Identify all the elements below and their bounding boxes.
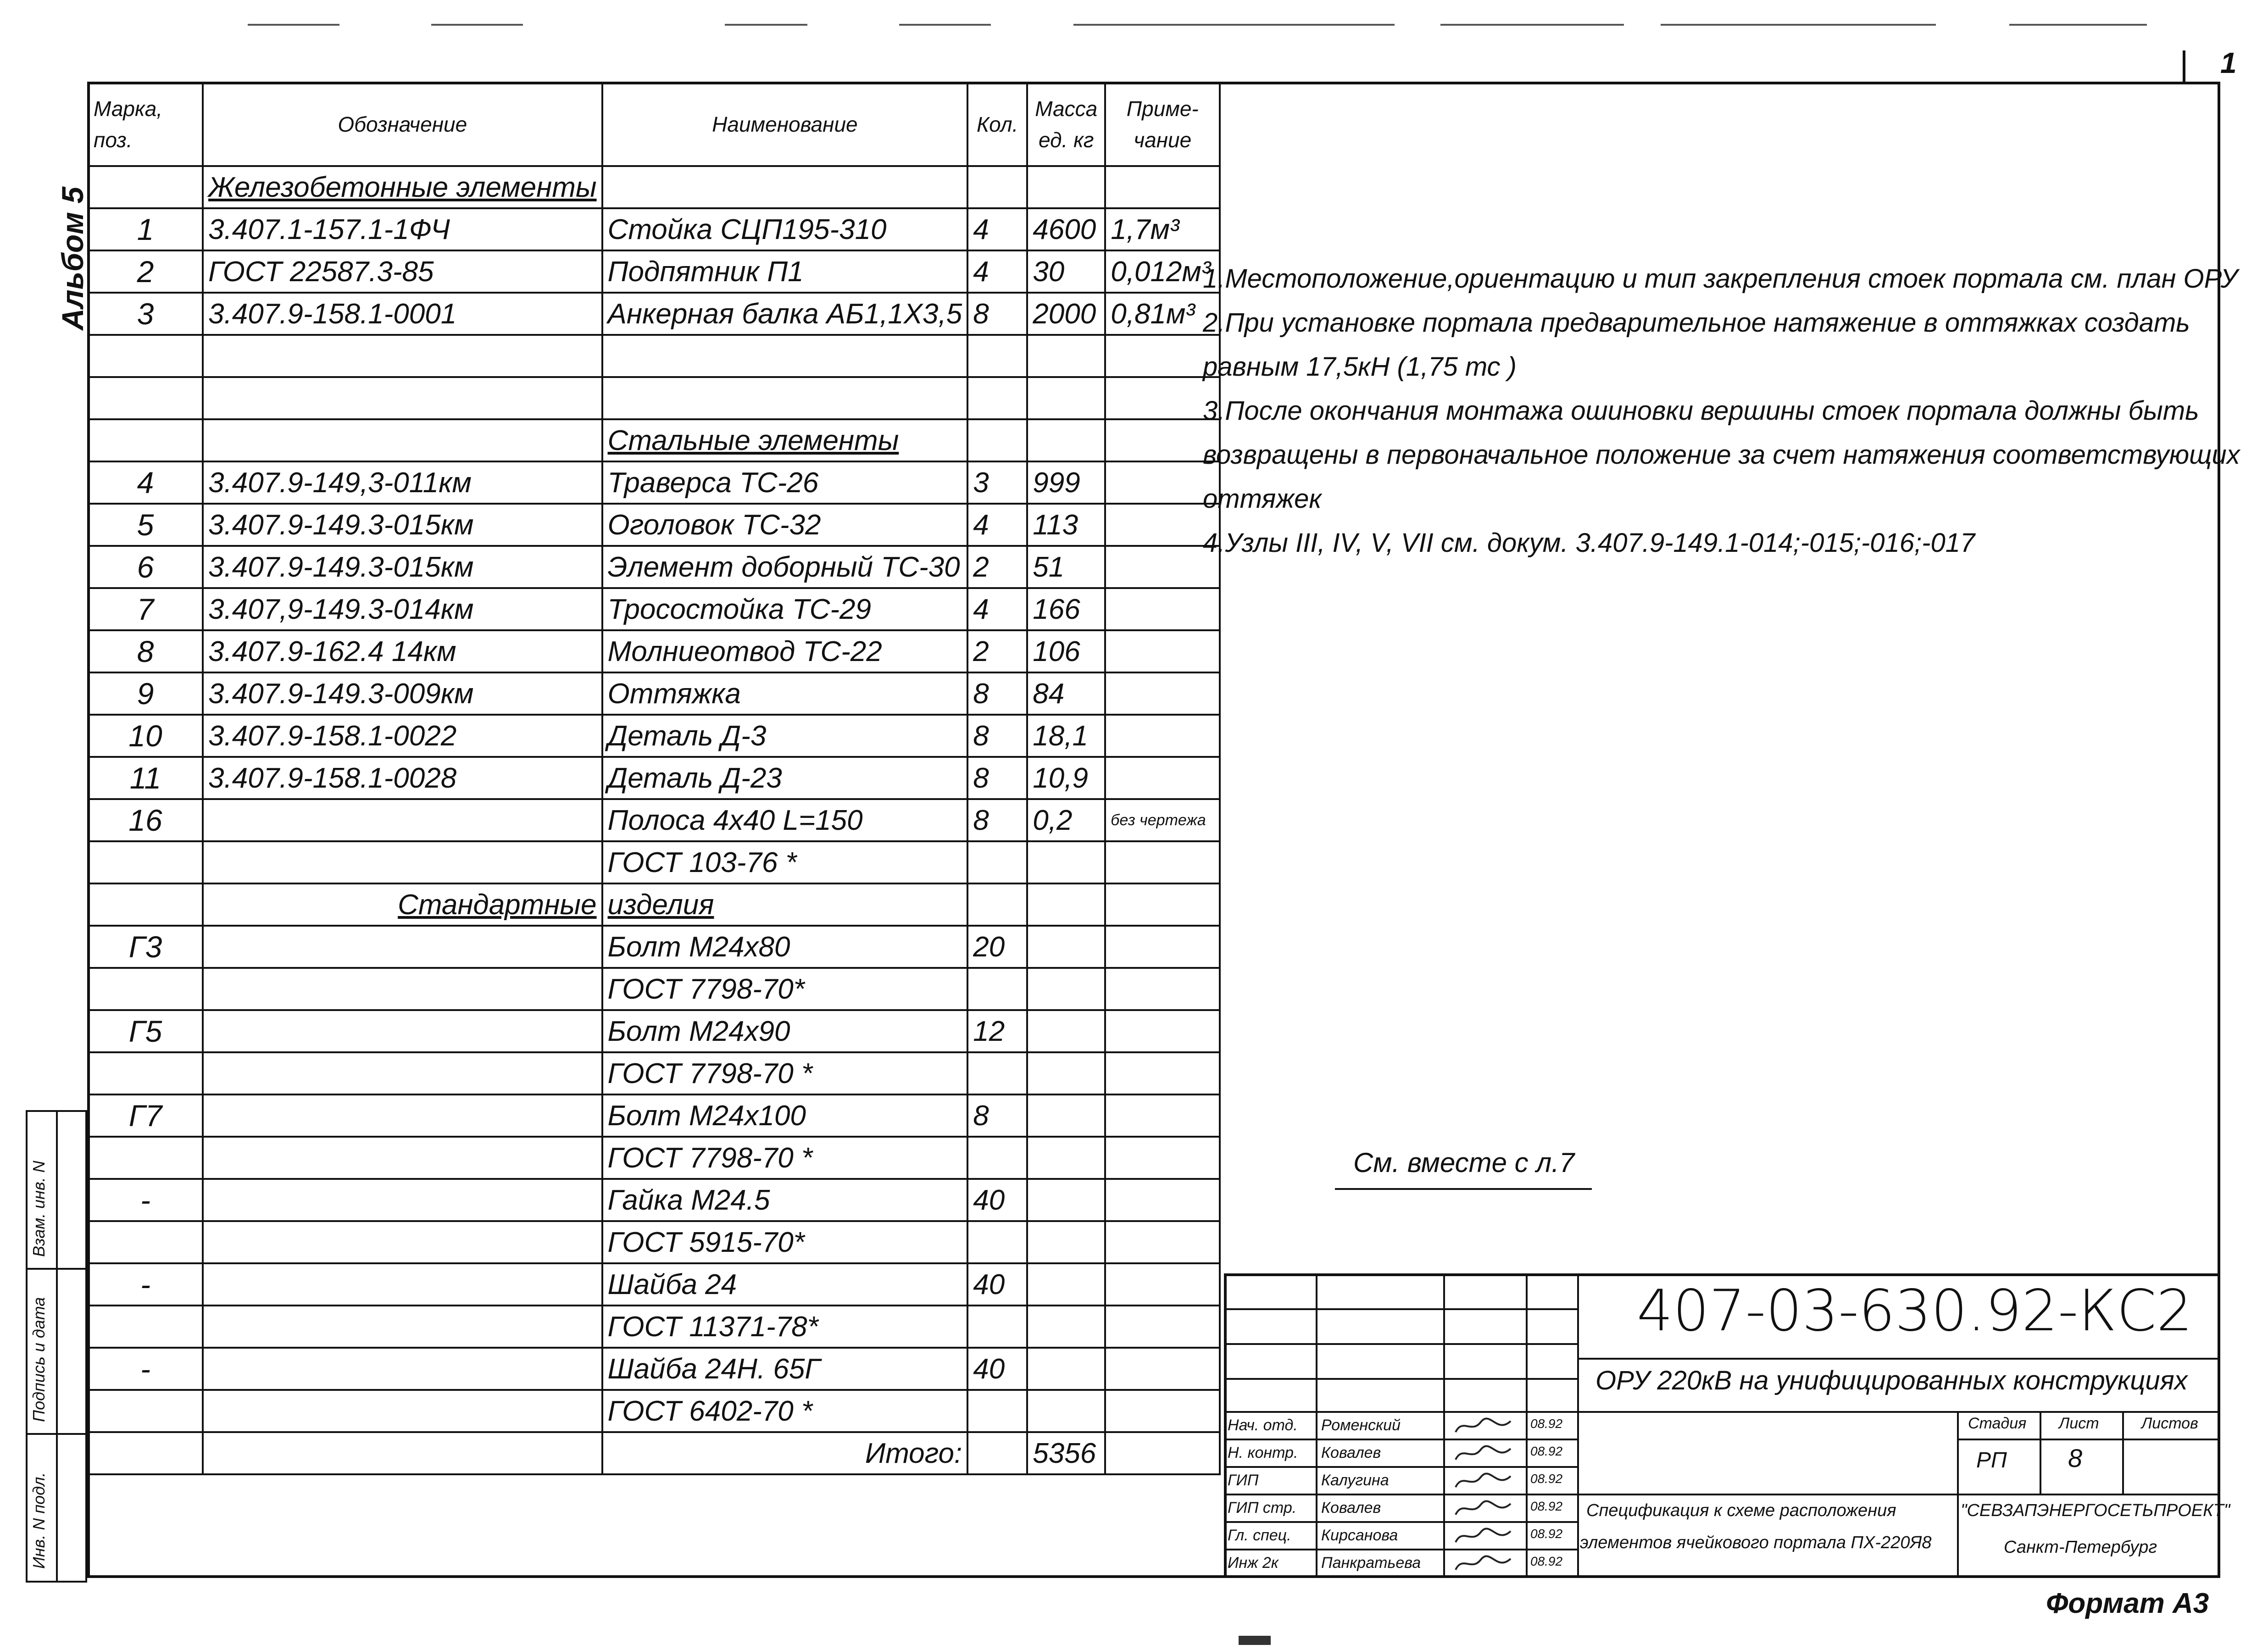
- cell-pos: 11: [88, 757, 203, 799]
- cell-note: 1,7м³: [1105, 208, 1220, 250]
- table-row: [88, 250, 1220, 293]
- cell-note: [1105, 1137, 1220, 1179]
- cell-pos: [88, 968, 203, 1010]
- margin-label-orig-inv: Инв. N подл.: [29, 1472, 48, 1569]
- signature: [1453, 1443, 1513, 1470]
- cell-pos: [88, 883, 203, 926]
- table-row: [88, 335, 1220, 377]
- cell-name: ГОСТ 7798-70*: [602, 968, 968, 1010]
- note-line: 2.При установке портала предварительное натяжение в оттяжках создать: [1203, 308, 2190, 338]
- table-row: [88, 293, 1220, 335]
- staff-role: Гл. спец.: [1228, 1527, 1291, 1544]
- table-row: [88, 1094, 1220, 1137]
- table-row: [88, 1179, 1220, 1221]
- note-line: оттяжек: [1203, 484, 1322, 514]
- table-row: [88, 1348, 1220, 1390]
- cell-des: [203, 968, 602, 1010]
- table-row: [88, 1221, 1220, 1263]
- table-row: [88, 926, 1220, 968]
- staff-name: Кирсанова: [1321, 1527, 1398, 1544]
- header-note: Приме- чание: [1105, 83, 1220, 166]
- table-row: [88, 841, 1220, 883]
- cell-name: Траверса ТС-26: [602, 461, 968, 504]
- table-row: [88, 504, 1220, 546]
- cell-pos: [88, 335, 203, 377]
- format-label: Формат А3: [2046, 1588, 2209, 1619]
- scan-mark: [1073, 24, 1395, 26]
- cell-mass: [1027, 1094, 1105, 1137]
- cell-note: [1105, 1348, 1220, 1390]
- cell-mass: [1027, 841, 1105, 883]
- table-row: [88, 1390, 1220, 1432]
- cell-qty: 8: [967, 757, 1027, 799]
- cell-name: Болт М24х100: [602, 1094, 968, 1137]
- scan-mark: [248, 24, 339, 26]
- cell-des: 3.407.1-157.1-1ФЧ: [203, 208, 602, 250]
- header-mass: Масса ед. кг: [1027, 83, 1105, 166]
- staff-name: Роменский: [1321, 1417, 1401, 1434]
- scan-mark: [899, 24, 991, 26]
- cell-mass: 113: [1027, 504, 1105, 546]
- cell-note: [1105, 715, 1220, 757]
- table-row: [88, 715, 1220, 757]
- table-row: [88, 377, 1220, 419]
- cell-qty: 4: [967, 208, 1027, 250]
- table-row: [88, 1137, 1220, 1179]
- cell-pos: -: [88, 1179, 203, 1221]
- cell-des: Железобетонные элементы: [203, 166, 602, 208]
- cell-qty: [967, 1137, 1027, 1179]
- title-block: [1224, 1273, 2230, 1578]
- cell-mass: [1027, 1137, 1105, 1179]
- cell-qty: 8: [967, 1094, 1027, 1137]
- cell-name: [602, 335, 968, 377]
- cell-name: Деталь Д-3: [602, 715, 968, 757]
- cell-qty: 3: [967, 461, 1027, 504]
- note-line: 1.Местоположение,ориентацию и тип закрепления стоек портала см. план ОРУ: [1203, 264, 2238, 294]
- cell-qty: 20: [967, 926, 1027, 968]
- cell-note: без чертежа: [1105, 799, 1220, 841]
- scan-mark: [2009, 24, 2147, 26]
- cell-mass: [1027, 377, 1105, 419]
- cell-qty: [967, 377, 1027, 419]
- cell-des: [203, 1179, 602, 1221]
- cell-note: [1105, 1432, 1220, 1474]
- cell-pos: 3: [88, 293, 203, 335]
- cell-pos: Г5: [88, 1010, 203, 1052]
- cell-note: [1105, 672, 1220, 715]
- stage-value: РП: [1976, 1448, 2007, 1472]
- cell-name: Оттяжка: [602, 672, 968, 715]
- cell-name: изделия: [602, 883, 968, 926]
- cell-des: [203, 841, 602, 883]
- cell-mass: [1027, 1306, 1105, 1348]
- cell-mass: 84: [1027, 672, 1105, 715]
- cell-des: [203, 926, 602, 968]
- sheet-description-line-1: Спецификация к схеме расположения: [1586, 1501, 1896, 1520]
- table-row: [88, 1432, 1220, 1474]
- header-qty: Кол.: [967, 83, 1027, 166]
- cell-des: [203, 1221, 602, 1263]
- cell-qty: 40: [967, 1263, 1027, 1306]
- cell-note: [1105, 588, 1220, 630]
- table-row: [88, 757, 1220, 799]
- header-designation: Обозначение: [203, 83, 602, 166]
- signature: [1453, 1416, 1513, 1442]
- table-row: [88, 166, 1220, 208]
- staff-date: 08.92: [1530, 1417, 1563, 1431]
- organization-city: Санкт-Петербург: [2004, 1538, 2157, 1557]
- cell-mass: 10,9: [1027, 757, 1105, 799]
- table-row: [88, 799, 1220, 841]
- table-row: [88, 208, 1220, 250]
- cell-note: [1105, 883, 1220, 926]
- scan-mark: [431, 24, 523, 26]
- cell-note: [1105, 1052, 1220, 1094]
- cell-des: [203, 377, 602, 419]
- cell-pos: [88, 166, 203, 208]
- cell-mass: [1027, 926, 1105, 968]
- cell-name: Шайба 24Н. 65Г: [602, 1348, 968, 1390]
- cell-des: 3.407.9-162.4 14км: [203, 630, 602, 672]
- cell-qty: [967, 1221, 1027, 1263]
- staff-name: Ковалев: [1321, 1499, 1381, 1517]
- cell-note: [1105, 926, 1220, 968]
- sheet-number-divider: [2183, 50, 2185, 84]
- cell-note: [1105, 757, 1220, 799]
- cell-note: [1105, 1390, 1220, 1432]
- table-row: [88, 1306, 1220, 1348]
- cell-des: 3.407.9-149.3-009км: [203, 672, 602, 715]
- cell-pos: -: [88, 1348, 203, 1390]
- signature: [1453, 1553, 1513, 1580]
- table-row: [88, 968, 1220, 1010]
- cell-qty: [967, 883, 1027, 926]
- staff-role: Инж 2к: [1228, 1554, 1279, 1572]
- cell-pos: [88, 1390, 203, 1432]
- sheets-label: Листов: [2141, 1415, 2198, 1432]
- cell-pos: [88, 1432, 203, 1474]
- cell-name: Болт М24х90: [602, 1010, 968, 1052]
- cell-note: [1105, 1179, 1220, 1221]
- staff-date: 08.92: [1530, 1499, 1563, 1513]
- scan-mark: [1440, 24, 1624, 26]
- cell-qty: 40: [967, 1348, 1027, 1390]
- cell-des: [203, 1432, 602, 1474]
- cell-qty: [967, 1052, 1027, 1094]
- cell-note: [1105, 1306, 1220, 1348]
- margin-label-signature-date: Подпись и дата: [29, 1297, 48, 1422]
- cell-mass: 166: [1027, 588, 1105, 630]
- table-row: [88, 461, 1220, 504]
- stage-label: Стадия: [1968, 1415, 2027, 1432]
- cell-name: [602, 377, 968, 419]
- signature: [1453, 1498, 1513, 1525]
- scan-mark: [1239, 1636, 1271, 1645]
- cell-des: [203, 1052, 602, 1094]
- staff-date: 08.92: [1530, 1554, 1563, 1568]
- organization-name: "СЕВЗАПЭНЕРГОСЕТЬПРОЕКТ": [1961, 1501, 2230, 1520]
- table-row: [88, 672, 1220, 715]
- cell-name: Стальные элементы: [602, 419, 968, 461]
- cell-name: Элемент доборный ТС-30: [602, 546, 968, 588]
- cell-qty: 8: [967, 715, 1027, 757]
- note-line: возвращены в первоначальное положение за счет натяжения соответствующих: [1203, 440, 2240, 470]
- cell-qty: [967, 1432, 1027, 1474]
- staff-name: Панкратьева: [1321, 1554, 1421, 1572]
- cell-des: Стандартные: [203, 883, 602, 926]
- table-row: [88, 1052, 1220, 1094]
- sheet-value: 8: [2068, 1444, 2083, 1472]
- cell-mass: [1027, 1010, 1105, 1052]
- cell-name: Молниеотвод ТС-22: [602, 630, 968, 672]
- cell-qty: 2: [967, 546, 1027, 588]
- cell-qty: [967, 841, 1027, 883]
- cell-mass: [1027, 1179, 1105, 1221]
- cell-note: [1105, 1010, 1220, 1052]
- cell-pos: [88, 419, 203, 461]
- cell-pos: Г7: [88, 1094, 203, 1137]
- staff-date: 08.92: [1530, 1444, 1563, 1458]
- cell-qty: [967, 335, 1027, 377]
- cell-des: 3.407.9-158.1-0001: [203, 293, 602, 335]
- table-header-row: [88, 83, 1220, 166]
- see-also-underline: [1335, 1188, 1592, 1190]
- cell-pos: 6: [88, 546, 203, 588]
- cell-name: Тросостойка ТС-29: [602, 588, 968, 630]
- signature: [1453, 1526, 1513, 1552]
- cell-qty: 4: [967, 588, 1027, 630]
- table-row: [88, 1010, 1220, 1052]
- cell-des: [203, 799, 602, 841]
- cell-des: 3.407.9-149.3-015км: [203, 546, 602, 588]
- cell-mass: 0,2: [1027, 799, 1105, 841]
- cell-name: Деталь Д-23: [602, 757, 968, 799]
- cell-pos: 2: [88, 250, 203, 293]
- scan-mark: [725, 24, 807, 26]
- cell-note: [1105, 1221, 1220, 1263]
- cell-mass: [1027, 1390, 1105, 1432]
- cell-qty: 40: [967, 1179, 1027, 1221]
- cell-qty: 12: [967, 1010, 1027, 1052]
- cell-pos: 1: [88, 208, 203, 250]
- sheet-label: Лист: [2059, 1415, 2099, 1432]
- cell-mass: [1027, 166, 1105, 208]
- staff-name: Калугина: [1321, 1472, 1389, 1489]
- cell-des: 3.407.9-158.1-0022: [203, 715, 602, 757]
- cell-note: [1105, 166, 1220, 208]
- cell-des: [203, 1390, 602, 1432]
- cell-qty: [967, 166, 1027, 208]
- signature: [1453, 1471, 1513, 1497]
- note-line: 3.После окончания монтажа ошиновки вершины стоек портала должны быть: [1203, 396, 2199, 426]
- cell-des: [203, 1137, 602, 1179]
- cell-name: ГОСТ 6402-70 *: [602, 1390, 968, 1432]
- cell-pos: 7: [88, 588, 203, 630]
- cell-des: [203, 1306, 602, 1348]
- cell-note: 0,81м³: [1105, 293, 1220, 335]
- header-name: Наименование: [602, 83, 968, 166]
- cell-mass: 5356: [1027, 1432, 1105, 1474]
- cell-mass: 30: [1027, 250, 1105, 293]
- cell-name: ГОСТ 7798-70 *: [602, 1052, 968, 1094]
- cell-des: 3.407,9-149.3-014км: [203, 588, 602, 630]
- cell-qty: [967, 1390, 1027, 1432]
- cell-name: Оголовок ТС-32: [602, 504, 968, 546]
- table-row: [88, 1263, 1220, 1306]
- sheet-corner-number: 1: [2220, 46, 2237, 79]
- cell-qty: 2: [967, 630, 1027, 672]
- note-line: равным 17,5кН (1,75 тс ): [1203, 352, 1517, 382]
- table-row: [88, 419, 1220, 461]
- cell-name: [602, 166, 968, 208]
- cell-des: [203, 1094, 602, 1137]
- cell-mass: [1027, 883, 1105, 926]
- cell-name: Полоса 4х40 L=150: [602, 799, 968, 841]
- cell-note: [1105, 841, 1220, 883]
- table-row: [88, 546, 1220, 588]
- cell-name: Гайка М24.5: [602, 1179, 968, 1221]
- project-title: ОРУ 220кВ на унифицированных конструкциях: [1595, 1366, 2188, 1395]
- cell-qty: 4: [967, 250, 1027, 293]
- cell-qty: [967, 1306, 1027, 1348]
- table-row: [88, 588, 1220, 630]
- cell-des: 3.407.9-158.1-0028: [203, 757, 602, 799]
- cell-des: [203, 335, 602, 377]
- cell-des: [203, 419, 602, 461]
- cell-note: [1105, 1263, 1220, 1306]
- cell-qty: 8: [967, 799, 1027, 841]
- cell-mass: 51: [1027, 546, 1105, 588]
- cell-mass: [1027, 1052, 1105, 1094]
- cell-qty: 4: [967, 504, 1027, 546]
- cell-mass: [1027, 335, 1105, 377]
- see-also-note: См. вместе с л.7: [1353, 1147, 1575, 1178]
- cell-pos: [88, 1221, 203, 1263]
- cell-mass: [1027, 1348, 1105, 1390]
- cell-name: Шайба 24: [602, 1263, 968, 1306]
- cell-name: ГОСТ 7798-70 *: [602, 1137, 968, 1179]
- cell-name: Болт М24х80: [602, 926, 968, 968]
- note-line: 4.Узлы III, IV, V, VII см. докум. 3.407.9-149.1-014;-015;-016;-017: [1203, 528, 1975, 558]
- cell-pos: 10: [88, 715, 203, 757]
- cell-mass: [1027, 419, 1105, 461]
- cell-mass: 2000: [1027, 293, 1105, 335]
- cell-qty: [967, 419, 1027, 461]
- margin-label-replace-inv: Взам. инв. N: [29, 1161, 48, 1257]
- cell-des: ГОСТ 22587.3-85: [203, 250, 602, 293]
- cell-pos: [88, 1137, 203, 1179]
- cell-pos: Г3: [88, 926, 203, 968]
- table-row: [88, 630, 1220, 672]
- cell-mass: [1027, 1221, 1105, 1263]
- cell-des: [203, 1010, 602, 1052]
- cell-mass: 4600: [1027, 208, 1105, 250]
- staff-date: 08.92: [1530, 1527, 1563, 1541]
- cell-pos: 4: [88, 461, 203, 504]
- cell-qty: 8: [967, 293, 1027, 335]
- cell-name: Анкерная балка АБ1,1Х3,5: [602, 293, 968, 335]
- cell-pos: 5: [88, 504, 203, 546]
- cell-name: Стойка СЦП195-310: [602, 208, 968, 250]
- cell-mass: 106: [1027, 630, 1105, 672]
- cell-note: [1105, 968, 1220, 1010]
- cell-pos: [88, 1306, 203, 1348]
- cell-des: [203, 1348, 602, 1390]
- cell-qty: [967, 968, 1027, 1010]
- cell-pos: 16: [88, 799, 203, 841]
- cell-name: Подпятник П1: [602, 250, 968, 293]
- cell-pos: [88, 377, 203, 419]
- cell-pos: [88, 1052, 203, 1094]
- cell-name: ГОСТ 103-76 *: [602, 841, 968, 883]
- staff-role: Н. контр.: [1228, 1444, 1298, 1461]
- cell-note: 0,012м³: [1105, 250, 1220, 293]
- document-code: 407-03-630.92-КС2: [1637, 1278, 2193, 1344]
- general-notes: [1203, 257, 2240, 565]
- cell-pos: 9: [88, 672, 203, 715]
- cell-des: 3.407.9-149.3-015км: [203, 504, 602, 546]
- cell-mass: [1027, 968, 1105, 1010]
- cell-name: Итого:: [602, 1432, 968, 1474]
- staff-date: 08.92: [1530, 1472, 1563, 1486]
- cell-pos: 8: [88, 630, 203, 672]
- cell-pos: [88, 841, 203, 883]
- scan-mark: [1661, 24, 1936, 26]
- cell-mass: 999: [1027, 461, 1105, 504]
- specification-table: [87, 82, 1221, 1475]
- header-mark: Марка, поз.: [88, 83, 203, 166]
- staff-role: ГИП: [1228, 1472, 1259, 1489]
- cell-mass: 18,1: [1027, 715, 1105, 757]
- cell-pos: -: [88, 1263, 203, 1306]
- cell-name: ГОСТ 5915-70*: [602, 1221, 968, 1263]
- cell-name: ГОСТ 11371-78*: [602, 1306, 968, 1348]
- cell-qty: 8: [967, 672, 1027, 715]
- cell-des: [203, 1263, 602, 1306]
- staff-role: ГИП стр.: [1228, 1499, 1297, 1517]
- cell-mass: [1027, 1263, 1105, 1306]
- album-label: Альбом 5: [56, 187, 89, 330]
- staff-role: Нач. отд.: [1228, 1417, 1298, 1434]
- cell-note: [1105, 1094, 1220, 1137]
- cell-note: [1105, 630, 1220, 672]
- table-row: [88, 883, 1220, 926]
- staff-name: Ковалев: [1321, 1444, 1381, 1461]
- cell-des: 3.407.9-149,3-011км: [203, 461, 602, 504]
- sheet-description-line-2: элементов ячейкового портала ПХ-220Я8: [1580, 1533, 1932, 1552]
